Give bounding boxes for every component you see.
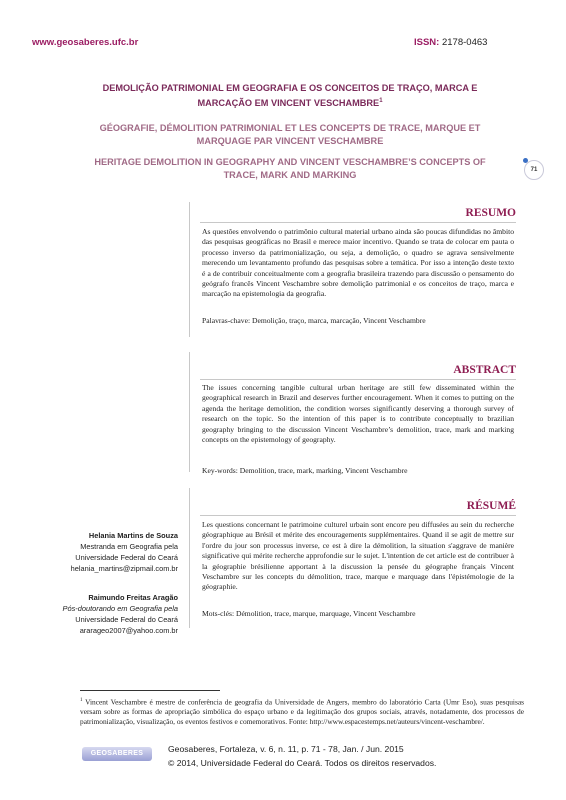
resume-keywords: Mots-clés: Démolition, trace, marque, marquage, Vincent Veschambre [202, 609, 416, 618]
title-portuguese [80, 82, 500, 110]
issn [414, 37, 487, 48]
footnote-rule [80, 690, 220, 691]
resumo-heading: RESUMO [465, 207, 516, 219]
title-en-line1: HERITAGE DEMOLITION IN GEOGRAPHY AND VINCENT VESCHAMBRE’S CONCEPTS OF [94, 157, 486, 167]
copyright-line: © 2014, Universidade Federal do Ceará. Todos os direitos reservados. [168, 758, 437, 768]
author-email[interactable]: helania_martins@zipmail.com.br [70, 564, 178, 573]
title-english [80, 156, 500, 182]
author-institution: Universidade Federal do Ceará [75, 615, 178, 624]
section-rule [200, 379, 516, 380]
section-rule [200, 222, 516, 223]
author-institution: Universidade Federal do Ceará [75, 553, 178, 562]
geosaberes-logo: GEOSABERES [82, 747, 152, 761]
title-footnote-mark[interactable]: 1 [379, 98, 383, 104]
title-fr-line1: GÉOGRAFIE, DÉMOLITION PATRIMONIAL ET LES CONCEPTS DE TRACE, MARQUE ET [99, 123, 481, 133]
author-block [40, 530, 178, 574]
author-block [40, 592, 178, 636]
author-name: Raimundo Freitas Aragão [88, 593, 178, 602]
author-role: Pós-doutorando em Geografia pela [62, 604, 178, 613]
section-rule [200, 515, 516, 516]
title-en-line2: TRACE, MARK AND MARKING [223, 170, 357, 180]
author-name: Helania Martins de Souza [88, 531, 178, 540]
column-divider [189, 352, 190, 472]
resumo-text: As questões envolvendo o patrimônio cultural material urbano ainda são poucas difundidas no âmbito das pesquisas geográficas no Brasil e merece maior incentivo. Quando se trata de colocar em pauta o processo inverso da patrimonialização, ou seja, a demolição, o quadro se agrava sensivelmente merecendo um levantamento profundo das pesquisas sobre a temática. Por isso a intenção deste texto é a de contribuir conceitualmente com a geografia brasileira trazendo para discussão o pensamento do geógrafo francês Vincent Veschambre sobre demolição patrimonial e os conceitos de traço, marca e marcação na epistemologia da geografia. [202, 227, 514, 299]
footnote-mark: 1 [80, 698, 83, 703]
issn-value: 2178-0463 [441, 37, 488, 48]
author-role: Mestranda em Geografia pela [80, 542, 178, 551]
title-fr-line2: MARQUAGE PAR VINCENT VESCHAMBRE [196, 136, 384, 146]
website-link[interactable]: www.geosaberes.ufc.br [32, 37, 139, 48]
author-email[interactable]: ararageo2007@yahoo.com.br [79, 626, 178, 635]
resumo-keywords: Palavras-chave: Demolição, traço, marca, marcação, Vincent Veschambre [202, 316, 426, 325]
abstract-heading: ABSTRACT [453, 364, 516, 376]
title-french [80, 122, 500, 148]
footnote [80, 696, 524, 727]
column-divider [189, 202, 190, 337]
resume-text: Les questions concernant le patrimoine culturel urbain sont encore peu diffusées au sein du recherche géographique au Brésil et mérite des encouragements supplémentaires. Quand il se agit de mettre sur l'ordre du jour son processus inverse, ce est à dire la démolition, la situation s'aggrave de manière significative qui mérite recherche approfondie sur le sujet. L'intention de cet article est de contribuer à la géographie brésilienne apportant à la discussion la pensée du géographe français Vincent Veschambre sur les concepts du démolition, trace, marque e marquage dans l'épistémologie de la géographie. [202, 520, 514, 592]
page-number-badge: 71 [524, 160, 544, 180]
abstract-keywords: Key-words: Demolition, trace, mark, marking, Vincent Veschambre [202, 466, 408, 475]
citation-line: Geosaberes, Fortaleza, v. 6, n. 11, p. 71 - 78, Jan. / Jun. 2015 [168, 744, 404, 754]
title-pt-line2-wrap [80, 95, 500, 110]
issn-label: ISSN: [414, 37, 440, 48]
title-pt-line1: DEMOLIÇÃO PATRIMONIAL EM GEOGRAFIA E OS CONCEITOS DE TRAÇO, MARCA E [102, 83, 478, 93]
footnote-text: Vincent Veschambre é mestre de conferência de geografia da Universidade de Angers, membro do laboratório Carta (Umr Eso), suas pesquisas versam sobre as formas de apropriação simbólica do espaço urbano e da legitimação dos grupos sociais, através, notadamente, dos processos de patrimonialização, visualização, os eventos festivos e comemorativos. Fonte: http://www.espacestemps.net/auteurs/vincent-veschambre/. [80, 697, 524, 727]
column-divider [189, 488, 190, 628]
abstract-text: The issues concerning tangible cultural urban heritage are still few disseminated within the geographical research in Brazil and deserves further encouragement. When it comes to putting on the agenda the heritage demolition, the condition worses significantly deserving a thorough survey of research on the topic. So the intention of this paper is to contribute conceptually to brazilian geography bringing to the discussion Vincent Veschambre’s demolition, trace, mark and marking concepts on the epistemology of geography. [202, 383, 514, 445]
resume-heading: RÉSUMÉ [466, 500, 516, 512]
title-pt-line2: MARCAÇÃO EM VINCENT VESCHAMBRE [197, 98, 380, 109]
